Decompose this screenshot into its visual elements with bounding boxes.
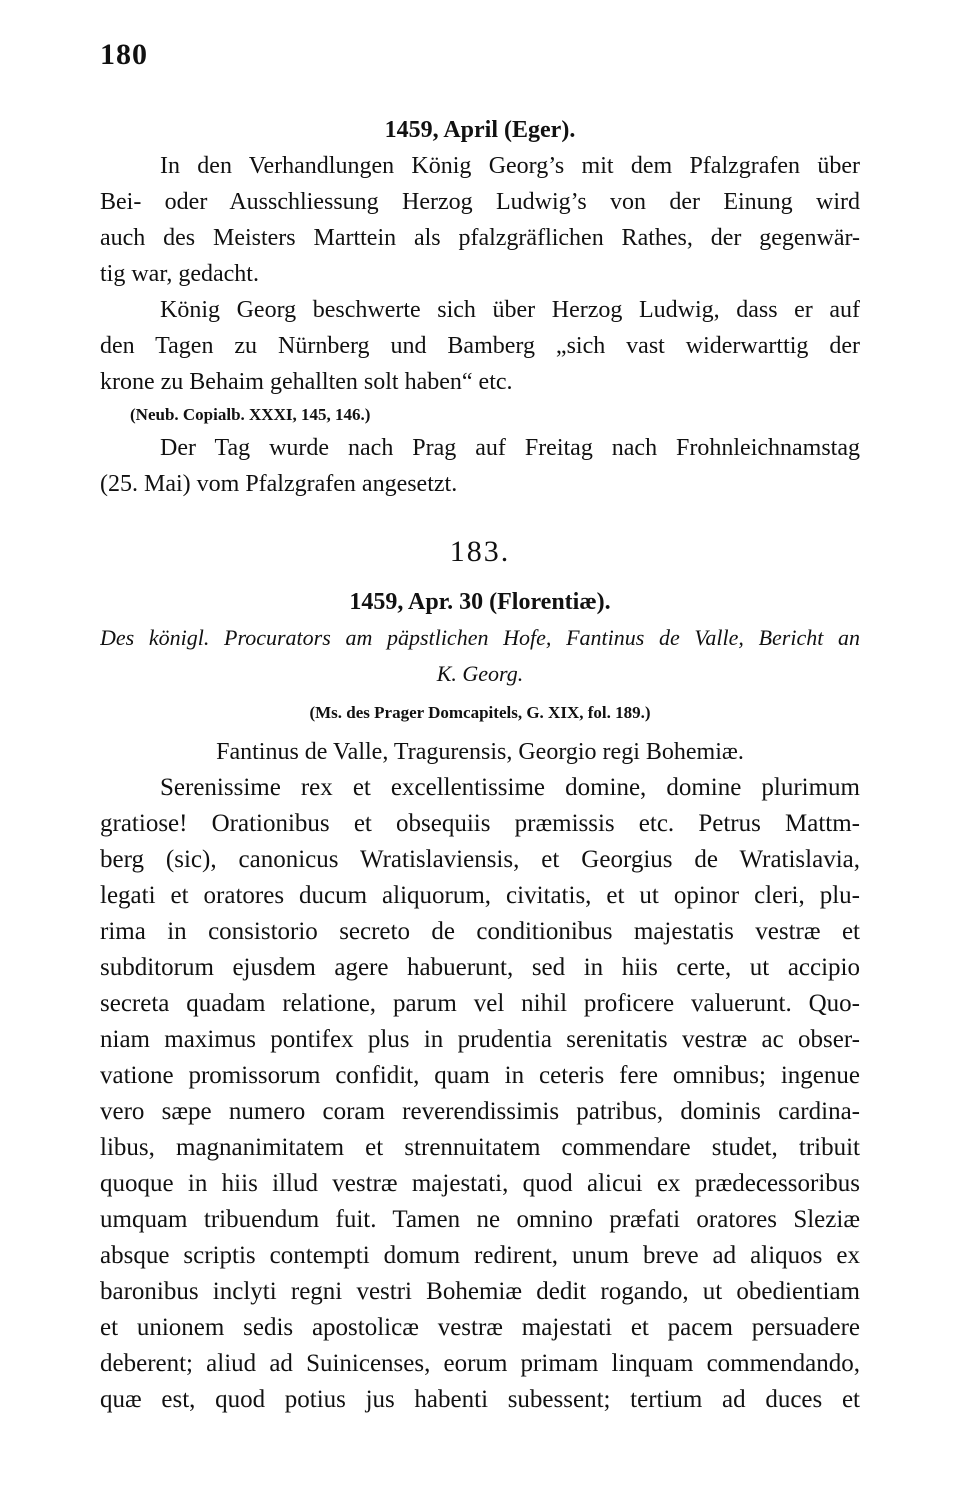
body-line: quoque in hiis illud vestræ majestati, quod alicui ex prædecessoribus [100, 1170, 860, 1197]
body-line: vero sæpe numero coram reverendissimis patribus, dominis cardina- [100, 1098, 860, 1125]
source-citation: (Ms. des Prager Domcapitels, G. XIX, fol. 189.) [309, 703, 651, 722]
body-line: Serenissime rex et excellentissime domine, domine plurimum [160, 774, 860, 801]
salutation: Fantinus de Valle, Tragurensis, Georgio regi Bohemiæ. [216, 739, 744, 765]
body-line: et unionem sedis apostolicæ vestræ majestati et pacem persuadere [100, 1314, 860, 1341]
body-line: quæ est, quod potius jus habenti subessent; tertium ad duces et [100, 1386, 860, 1413]
body-line: subditorum ejusdem agere habuerunt, sed in hiis certe, ut accipio [100, 954, 860, 981]
body-line: deberent; aliud ad Suinicenses, eorum primam linquam commendando, [100, 1350, 860, 1377]
paragraph-line: den Tagen zu Nürnberg und Bamberg „sich vast widerwarttig der [100, 333, 860, 359]
entry-title-line: Des königl. Procurators am päpstlichen Hofe, Fantinus de Valle, Bericht an [100, 625, 860, 650]
body-line: umquam tribuendum fuit. Tamen ne omnino præfati oratores Sleziæ [100, 1206, 860, 1233]
body-line: secreta quadam relatione, parum vel nihil proficere valuerunt. Quo- [100, 990, 860, 1017]
entry-number: 183. [449, 535, 511, 568]
body-line: gratiose! Orationibus et obsequiis præmissis etc. Petrus Mattm- [100, 810, 860, 837]
body-line: berg (sic), canonicus Wratislaviensis, et Georgius de Wratislavia, [100, 846, 860, 873]
body-line: absque scriptis contempti domum redirent, unum breve ad aliquos ex [100, 1242, 860, 1269]
paragraph-line: auch des Meisters Marttein als pfalzgräflichen Rathes, der gegenwär- [100, 225, 860, 251]
previous-entry [100, 112, 860, 502]
entry-date-heading: 1459, Apr. 30 (Florentiæ). [349, 589, 611, 615]
entry-183-body [100, 770, 860, 1418]
body-line: vatione promissorum confidit, quam in ceteris fere omnibus; ingenue [100, 1062, 860, 1089]
paragraph-line: krone zu Behaim gehallten solt haben“ etc. [100, 369, 513, 395]
paragraph-line: König Georg beschwerte sich über Herzog Ludwig, dass er auf [160, 297, 860, 323]
body-line: libus, magnanimitatem et strennuitatem commendare studet, tribuit [100, 1134, 860, 1161]
paragraph-line: (25. Mai) vom Pfalzgrafen angesetzt. [100, 471, 458, 497]
entry-183 [100, 530, 860, 574]
entry-date-heading: 1459, April (Eger). [384, 117, 576, 143]
entry-183-header [100, 584, 860, 770]
entry-title-line: K. Georg. [436, 661, 524, 686]
body-line: rima in consistorio secreto de conditionibus majestatis vestræ et [100, 918, 860, 945]
paragraph-line: Der Tag wurde nach Prag auf Freitag nach Frohnleichnamstag [160, 435, 860, 461]
paragraph-line: Bei- oder Ausschliessung Herzog Ludwig’s von der Einung wird [100, 189, 860, 215]
body-line: baronibus inclyti regni vestri Bohemiæ dedit rogando, ut obedientiam [100, 1278, 860, 1305]
page-number: 180 [100, 38, 148, 71]
body-line: niam maximus pontifex plus in prudentia serenitatis vestræ ac obser- [100, 1026, 860, 1053]
paragraph-line: In den Verhandlungen König Georg’s mit dem Pfalzgrafen über [160, 153, 860, 179]
source-citation: (Neub. Copialb. XXXI, 145, 146.) [130, 405, 371, 424]
paragraph-line: tig war, gedacht. [100, 261, 259, 287]
body-line: legati et oratores ducum aliquorum, civitatis, et ut opinor cleri, plu- [100, 882, 860, 909]
